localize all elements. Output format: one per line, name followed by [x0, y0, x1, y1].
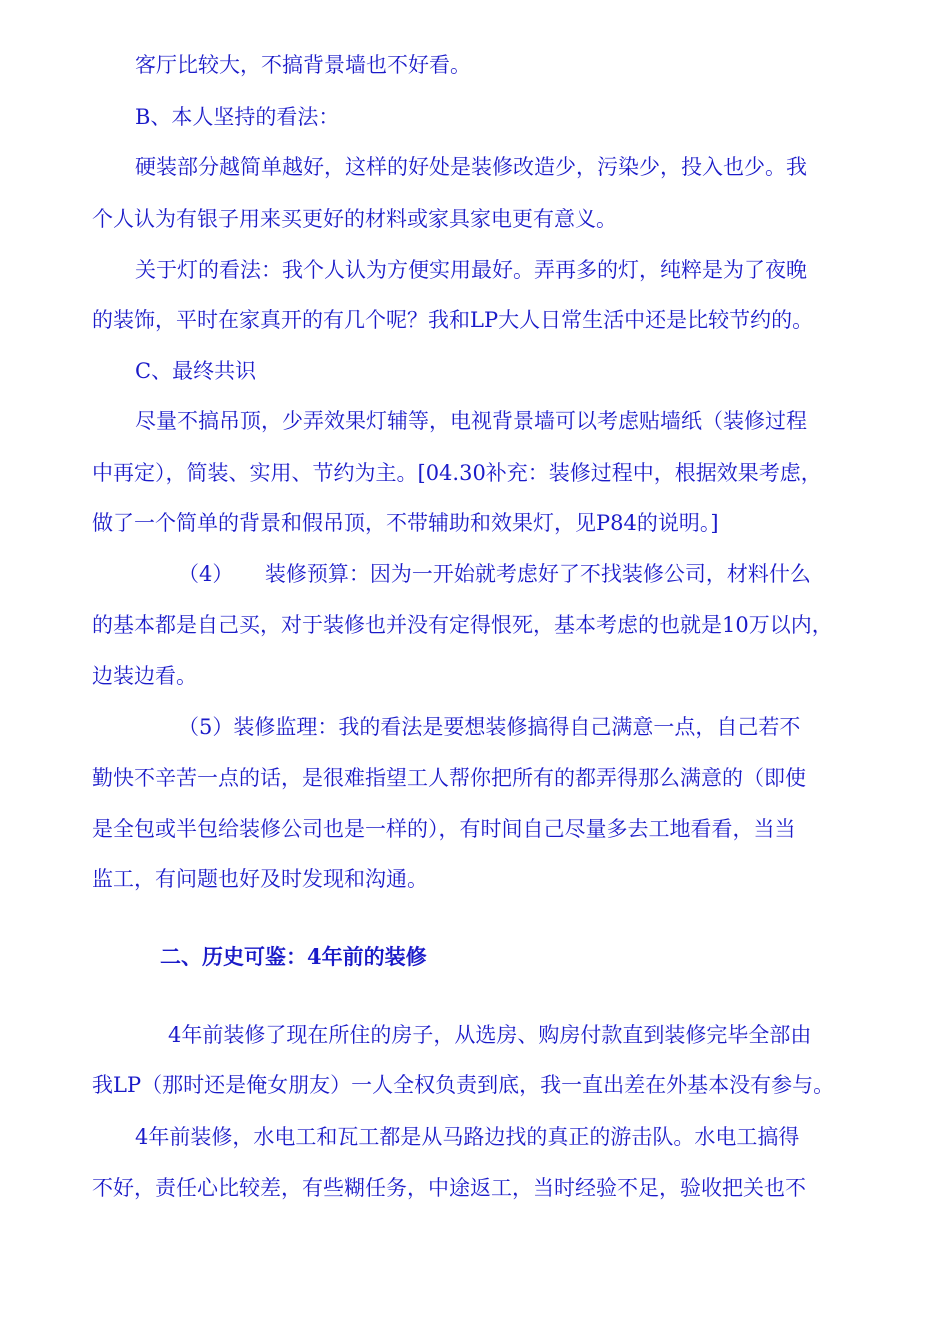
text-line: 客厅比较大，不搞背景墙也不好看。 — [135, 53, 471, 77]
text-line: 的基本都是自己买，对于装修也并没有定得恨死，基本考虑的也就是10万以内， — [92, 613, 833, 637]
text-line: 关于灯的看法：我个人认为方便实用最好。弄再多的灯，纯粹是为了夜晚 — [135, 258, 807, 282]
text-line: 不好，责任心比较差，有些糊任务，中途返工，当时经验不足，验收把关也不 — [92, 1176, 806, 1200]
text-line: 我LP（那时还是俺女朋友）一人全权负责到底，我一直出差在外基本没有参与。 — [92, 1073, 835, 1097]
text-line: 是全包或半包给装修公司也是一样的），有时间自己尽量多去工地看看，当当 — [92, 817, 796, 841]
text-line: （5）装修监理：我的看法是要想装修搞得自己满意一点，自己若不 — [178, 715, 801, 739]
text-line: 4年前装修，水电工和瓦工都是从马路边找的真正的游击队。水电工搞得 — [135, 1125, 800, 1149]
text-line: 4年前装修了现在所住的房子，从选房、购房付款直到装修完毕全部由 — [168, 1023, 812, 1047]
text-line: 勤快不辛苦一点的话，是很难指望工人帮你把所有的都弄得那么满意的（即使 — [92, 766, 806, 790]
text-line: 做了一个简单的背景和假吊顶，不带辅助和效果灯，见P84的说明。] — [92, 511, 719, 535]
text-line: 监工，有问题也好及时发现和沟通。 — [92, 867, 428, 891]
text-line: 的装饰，平时在家真开的有几个呢？我和LP大人日常生活中还是比较节约的。 — [92, 308, 814, 332]
text-line: 中再定），简装、实用、节约为主。[04.30补充：装修过程中，根据效果考虑， — [92, 461, 822, 485]
text-line: B、本人坚持的看法： — [135, 105, 340, 129]
text-line: 硬装部分越简单越好，这样的好处是装修改造少，污染少，投入也少。我 — [135, 155, 807, 179]
text-line: 尽量不搞吊顶，少弄效果灯辅等，电视背景墙可以考虑贴墙纸（装修过程 — [135, 409, 807, 433]
text-line: 个人认为有银子用来买更好的材料或家具家电更有意义。 — [92, 207, 617, 231]
section-heading: 二、历史可鉴：4年前的装修 — [160, 944, 427, 969]
text-line: （4） 装修预算：因为一开始就考虑好了不找装修公司，材料什么 — [178, 562, 811, 586]
text-line: C、最终共识 — [135, 359, 257, 383]
text-line: 边装边看。 — [92, 664, 197, 688]
